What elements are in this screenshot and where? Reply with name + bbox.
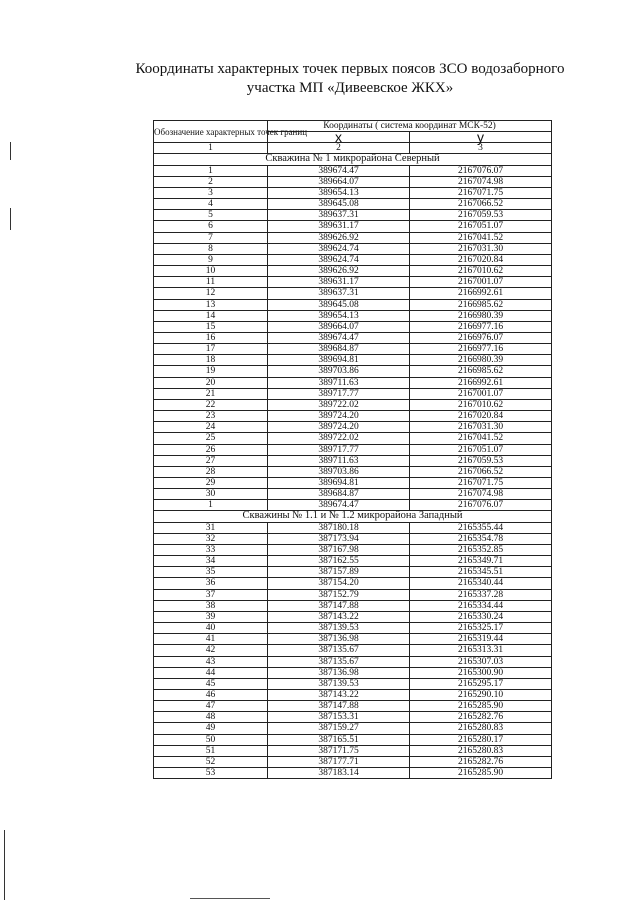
point-number-cell: 51 — [154, 745, 268, 756]
x-coordinate-cell: 389694.81 — [268, 478, 410, 489]
y-coordinate-cell: 2165285.90 — [410, 701, 552, 712]
point-number-cell: 31 — [154, 522, 268, 533]
x-coordinate-cell: 389626.92 — [268, 232, 410, 243]
y-coordinate-cell: 2166985.62 — [410, 299, 552, 310]
y-coordinate-cell: 2167051.07 — [410, 221, 552, 232]
y-coordinate-cell: 2165280.83 — [410, 745, 552, 756]
point-number-cell: 33 — [154, 544, 268, 555]
point-number-cell: 27 — [154, 455, 268, 466]
x-coordinate-cell: 389654.13 — [268, 310, 410, 321]
y-coordinate-cell: 2165349.71 — [410, 556, 552, 567]
y-coordinate-cell: 2166985.62 — [410, 366, 552, 377]
y-coordinate-cell: 2166976.07 — [410, 332, 552, 343]
point-number-cell: 17 — [154, 344, 268, 355]
document-title — [110, 60, 590, 98]
table-row — [154, 556, 552, 567]
y-coordinate-cell: 2167071.75 — [410, 478, 552, 489]
y-coordinate-cell: 2167041.52 — [410, 232, 552, 243]
table-row — [154, 344, 552, 355]
x-coordinate-cell: 387173.94 — [268, 533, 410, 544]
x-coordinate-cell: 387136.98 — [268, 667, 410, 678]
y-coordinate-cell: 2167074.98 — [410, 176, 552, 187]
point-number-cell: 1 — [154, 500, 268, 511]
x-coordinate-cell: 387143.22 — [268, 689, 410, 700]
table-row — [154, 288, 552, 299]
coordinates-table — [153, 120, 552, 779]
table-row — [154, 422, 552, 433]
y-coordinate-cell: 2167031.30 — [410, 243, 552, 254]
table-row — [154, 254, 552, 265]
x-coordinate-cell: 387139.53 — [268, 623, 410, 634]
x-coordinate-cell: 387139.53 — [268, 678, 410, 689]
table-row — [154, 221, 552, 232]
table-row — [154, 656, 552, 667]
x-coordinate-cell: 389626.92 — [268, 266, 410, 277]
x-coordinate-cell: 389674.47 — [268, 165, 410, 176]
y-coordinate-cell: 2167076.07 — [410, 165, 552, 176]
table-row — [154, 455, 552, 466]
point-number-cell: 48 — [154, 712, 268, 723]
x-coordinate-cell: 387154.20 — [268, 578, 410, 589]
point-number-cell: 25 — [154, 433, 268, 444]
table-row — [154, 321, 552, 332]
point-number-cell: 15 — [154, 321, 268, 332]
point-number-cell: 1 — [154, 165, 268, 176]
x-coordinate-cell: 387147.88 — [268, 701, 410, 712]
y-coordinate-cell: 2165352.85 — [410, 544, 552, 555]
table-row — [154, 667, 552, 678]
section-title: Скважина № 1 микрорайона Северный — [154, 154, 552, 165]
table-row — [154, 578, 552, 589]
x-coordinate-cell: 389631.17 — [268, 221, 410, 232]
table-row — [154, 611, 552, 622]
column-number: 3 — [410, 143, 552, 154]
x-coordinate-cell: 389703.86 — [268, 366, 410, 377]
x-coordinate-cell: 387136.98 — [268, 634, 410, 645]
x-coordinate-cell: 389703.86 — [268, 466, 410, 477]
table-row — [154, 310, 552, 321]
table-row — [154, 734, 552, 745]
x-coordinate-cell: 387153.31 — [268, 712, 410, 723]
point-number-cell: 18 — [154, 355, 268, 366]
table-row — [154, 723, 552, 734]
point-number-cell: 11 — [154, 277, 268, 288]
x-coordinate-cell: 389694.81 — [268, 355, 410, 366]
point-number-cell: 45 — [154, 678, 268, 689]
margin-mark-top — [10, 142, 11, 160]
point-number-cell: 24 — [154, 422, 268, 433]
x-coordinate-cell: 389684.87 — [268, 344, 410, 355]
x-coordinate-cell: 389711.63 — [268, 377, 410, 388]
y-coordinate-cell: 2165282.76 — [410, 712, 552, 723]
y-coordinate-cell: 2165280.83 — [410, 723, 552, 734]
table-row — [154, 243, 552, 254]
point-number-cell: 9 — [154, 254, 268, 265]
table-row — [154, 623, 552, 634]
x-coordinate-cell: 389664.07 — [268, 176, 410, 187]
point-number-cell: 38 — [154, 600, 268, 611]
y-coordinate-cell: 2165295.17 — [410, 678, 552, 689]
x-coordinate-cell: 387165.51 — [268, 734, 410, 745]
y-coordinate-cell: 2167001.07 — [410, 277, 552, 288]
coordinate-system-header: Координаты ( система координат МСК-52) — [268, 121, 552, 132]
point-number-cell: 29 — [154, 478, 268, 489]
point-number-cell: 20 — [154, 377, 268, 388]
y-coordinate-cell: 2165290.10 — [410, 689, 552, 700]
point-number-cell: 30 — [154, 489, 268, 500]
y-coordinate-cell: 2165280.17 — [410, 734, 552, 745]
x-coordinate-cell: 389724.20 — [268, 411, 410, 422]
point-number-cell: 7 — [154, 232, 268, 243]
table-row — [154, 377, 552, 388]
y-coordinate-cell: 2165285.90 — [410, 768, 552, 779]
point-number-cell: 53 — [154, 768, 268, 779]
x-coordinate-cell: 387171.75 — [268, 745, 410, 756]
point-number-cell: 40 — [154, 623, 268, 634]
table-row — [154, 332, 552, 343]
point-number-cell: 22 — [154, 399, 268, 410]
title-line-1: Координаты характерных точек первых поясов ЗСО водозаборного — [135, 61, 565, 77]
point-number-cell: 36 — [154, 578, 268, 589]
y-coordinate-cell: 2165307.03 — [410, 656, 552, 667]
y-coordinate-cell: 2166992.61 — [410, 377, 552, 388]
y-coordinate-cell: 2167001.07 — [410, 388, 552, 399]
point-number-cell: 47 — [154, 701, 268, 712]
point-number-cell: 6 — [154, 221, 268, 232]
column-number: 2 — [268, 143, 410, 154]
point-number-cell: 16 — [154, 332, 268, 343]
table-row — [154, 478, 552, 489]
x-coordinate-cell: 387147.88 — [268, 600, 410, 611]
point-number-cell: 12 — [154, 288, 268, 299]
point-number-cell: 41 — [154, 634, 268, 645]
table-row — [154, 600, 552, 611]
table-row — [154, 634, 552, 645]
point-number-cell: 52 — [154, 756, 268, 767]
table-row — [154, 232, 552, 243]
x-coordinate-cell: 387135.67 — [268, 656, 410, 667]
point-number-cell: 26 — [154, 444, 268, 455]
table-row — [154, 210, 552, 221]
point-number-cell: 42 — [154, 645, 268, 656]
y-coordinate-cell: 2167074.98 — [410, 489, 552, 500]
point-number-cell: 13 — [154, 299, 268, 310]
x-coordinate-cell: 387167.98 — [268, 544, 410, 555]
y-coordinate-cell: 2165340.44 — [410, 578, 552, 589]
table-row — [154, 355, 552, 366]
y-coordinate-cell: 2165334.44 — [410, 600, 552, 611]
point-number-cell: 35 — [154, 567, 268, 578]
x-coordinate-cell: 387180.18 — [268, 522, 410, 533]
x-coordinate-cell: 389645.08 — [268, 299, 410, 310]
x-coordinate-cell: 387135.67 — [268, 645, 410, 656]
table-row — [154, 299, 552, 310]
y-coordinate-cell: 2167066.52 — [410, 466, 552, 477]
point-number-cell: 8 — [154, 243, 268, 254]
x-coordinate-cell: 389711.63 — [268, 455, 410, 466]
table-row — [154, 187, 552, 198]
title-line-2: участка МП «Дивеевское ЖКХ» — [246, 80, 454, 96]
x-coordinate-cell: 389654.13 — [268, 187, 410, 198]
y-coordinate-cell: 2165319.44 — [410, 634, 552, 645]
x-coordinate-cell: 389645.08 — [268, 199, 410, 210]
point-number-cell: 19 — [154, 366, 268, 377]
x-coordinate-cell: 387157.89 — [268, 567, 410, 578]
table-row — [154, 678, 552, 689]
table-row — [154, 366, 552, 377]
point-number-cell: 43 — [154, 656, 268, 667]
point-number-cell: 2 — [154, 176, 268, 187]
table-row — [154, 500, 552, 511]
point-number-cell: 28 — [154, 466, 268, 477]
x-coordinate-cell: 389722.02 — [268, 433, 410, 444]
x-coordinate-cell: 389717.77 — [268, 388, 410, 399]
y-coordinate-cell: 2166980.39 — [410, 355, 552, 366]
y-coordinate-cell: 2165282.76 — [410, 756, 552, 767]
x-coordinate-cell: 389674.47 — [268, 332, 410, 343]
point-number-cell: 5 — [154, 210, 268, 221]
point-number-cell: 44 — [154, 667, 268, 678]
table-row — [154, 544, 552, 555]
y-coordinate-cell: 2167010.62 — [410, 399, 552, 410]
y-coordinate-cell: 2165325.17 — [410, 623, 552, 634]
section-title: Скважины № 1.1 и № 1.2 микрорайона Западный — [154, 511, 552, 522]
table-row — [154, 399, 552, 410]
table-row — [154, 533, 552, 544]
table-row — [154, 444, 552, 455]
y-coordinate-cell: 2165355.44 — [410, 522, 552, 533]
point-designation-header: Обозначение характерных точек границ — [154, 121, 268, 143]
x-coordinate-cell: 387143.22 — [268, 611, 410, 622]
table-row — [154, 589, 552, 600]
y-coordinate-cell: 2167020.84 — [410, 411, 552, 422]
x-coordinate-cell: 387152.79 — [268, 589, 410, 600]
table-header — [154, 121, 552, 154]
x-axis-header: x — [268, 132, 410, 143]
x-coordinate-cell: 389664.07 — [268, 321, 410, 332]
table-row — [154, 165, 552, 176]
x-coordinate-cell: 387177.71 — [268, 756, 410, 767]
table-row — [154, 567, 552, 578]
point-number-cell: 34 — [154, 556, 268, 567]
table-row — [154, 689, 552, 700]
x-coordinate-cell: 387159.27 — [268, 723, 410, 734]
y-coordinate-cell: 2167041.52 — [410, 433, 552, 444]
table-row — [154, 433, 552, 444]
margin-mark-bottom — [4, 830, 5, 900]
y-coordinate-cell: 2167051.07 — [410, 444, 552, 455]
y-coordinate-cell: 2167031.30 — [410, 422, 552, 433]
point-number-cell: 10 — [154, 266, 268, 277]
x-coordinate-cell: 389724.20 — [268, 422, 410, 433]
y-coordinate-cell: 2167059.53 — [410, 210, 552, 221]
table-row — [154, 712, 552, 723]
point-number-cell: 23 — [154, 411, 268, 422]
y-coordinate-cell: 2167071.75 — [410, 187, 552, 198]
y-coordinate-cell: 2165313.31 — [410, 645, 552, 656]
y-coordinate-cell: 2166977.16 — [410, 321, 552, 332]
table-row — [154, 266, 552, 277]
table-row — [154, 745, 552, 756]
y-coordinate-cell: 2165354.78 — [410, 533, 552, 544]
table-row — [154, 489, 552, 500]
footer-rule — [190, 898, 270, 899]
y-coordinate-cell: 2165345.51 — [410, 567, 552, 578]
table-row — [154, 645, 552, 656]
y-coordinate-cell: 2166992.61 — [410, 288, 552, 299]
y-coordinate-cell: 2166980.39 — [410, 310, 552, 321]
y-coordinate-cell: 2167010.62 — [410, 266, 552, 277]
y-coordinate-cell: 2166977.16 — [410, 344, 552, 355]
y-coordinate-cell: 2167059.53 — [410, 455, 552, 466]
x-coordinate-cell: 387162.55 — [268, 556, 410, 567]
x-coordinate-cell: 389717.77 — [268, 444, 410, 455]
point-number-cell: 14 — [154, 310, 268, 321]
y-coordinate-cell: 2167020.84 — [410, 254, 552, 265]
x-coordinate-cell: 389624.74 — [268, 254, 410, 265]
y-coordinate-cell: 2167076.07 — [410, 500, 552, 511]
point-number-cell: 4 — [154, 199, 268, 210]
point-number-cell: 46 — [154, 689, 268, 700]
y-axis-header: y — [410, 132, 552, 143]
x-coordinate-cell: 389631.17 — [268, 277, 410, 288]
table-row — [154, 176, 552, 187]
x-coordinate-cell: 389637.31 — [268, 210, 410, 221]
point-number-cell: 50 — [154, 734, 268, 745]
point-number-cell: 32 — [154, 533, 268, 544]
x-coordinate-cell: 389624.74 — [268, 243, 410, 254]
table-row — [154, 277, 552, 288]
section-row — [154, 154, 552, 165]
point-number-cell: 37 — [154, 589, 268, 600]
table-row — [154, 701, 552, 712]
table-row — [154, 756, 552, 767]
x-coordinate-cell: 387183.14 — [268, 768, 410, 779]
table-row — [154, 199, 552, 210]
y-coordinate-cell: 2165337.28 — [410, 589, 552, 600]
y-coordinate-cell: 2165300.90 — [410, 667, 552, 678]
x-coordinate-cell: 389684.87 — [268, 489, 410, 500]
table-row — [154, 522, 552, 533]
y-coordinate-cell: 2167066.52 — [410, 199, 552, 210]
table-row — [154, 466, 552, 477]
point-number-cell: 49 — [154, 723, 268, 734]
table-row — [154, 411, 552, 422]
x-coordinate-cell: 389674.47 — [268, 500, 410, 511]
point-number-cell: 21 — [154, 388, 268, 399]
point-number-cell: 39 — [154, 611, 268, 622]
table-row — [154, 388, 552, 399]
x-coordinate-cell: 389722.02 — [268, 399, 410, 410]
column-number: 1 — [154, 143, 268, 154]
table-body — [154, 154, 552, 779]
margin-mark-middle — [10, 208, 11, 230]
point-number-cell: 3 — [154, 187, 268, 198]
table-row — [154, 768, 552, 779]
section-row — [154, 511, 552, 522]
x-coordinate-cell: 389637.31 — [268, 288, 410, 299]
y-coordinate-cell: 2165330.24 — [410, 611, 552, 622]
